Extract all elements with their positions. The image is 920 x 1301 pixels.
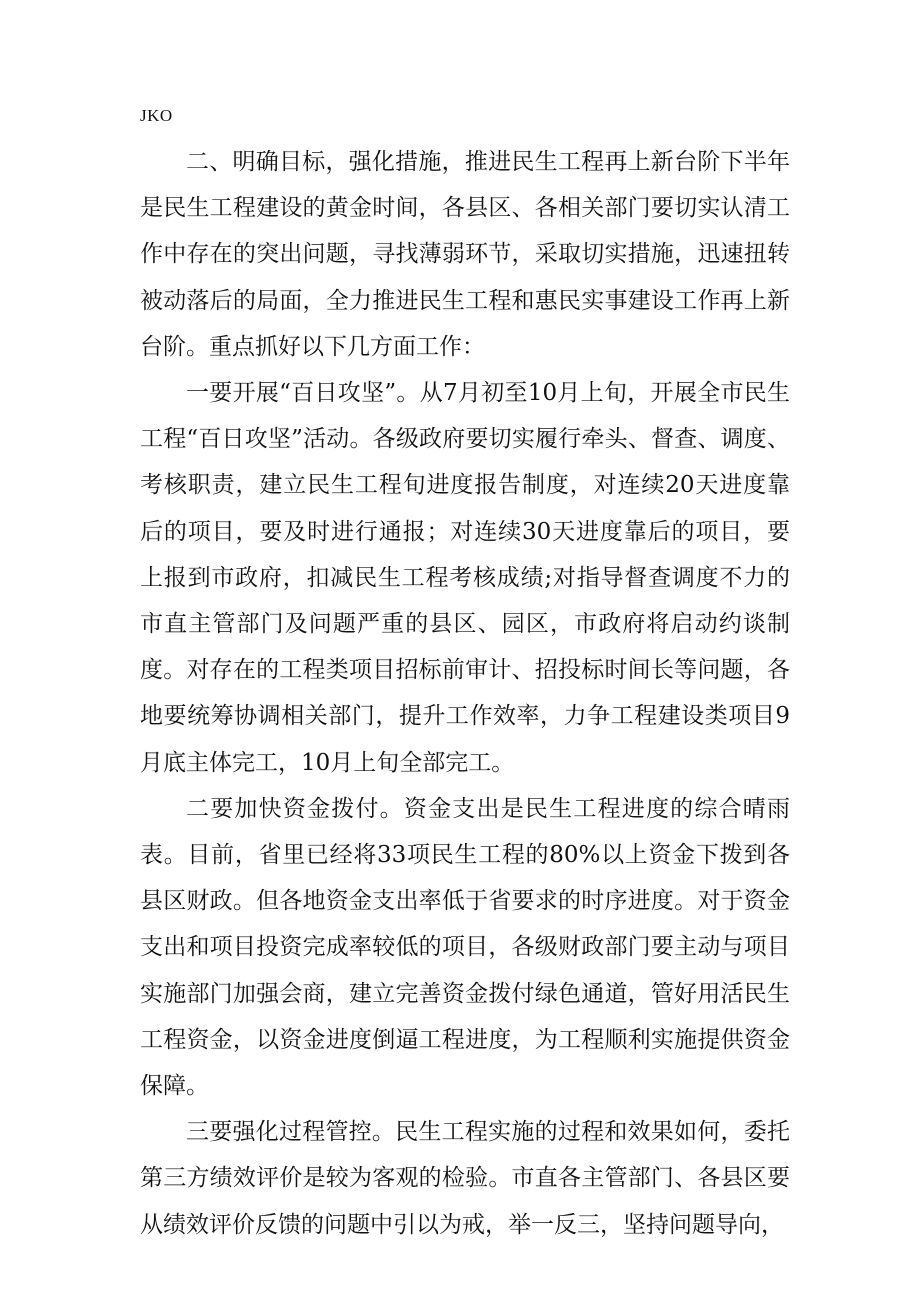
header-mark: JKO [140,106,173,125]
paragraph-process-control: 三要强化过程管控。民生工程实施的过程和效果如何，委托第三方绩效评价是较为客观的检验。市直各主管部门、各县区要从绩效评价反馈的问题中引以为戒，举一反三，坚持问题导向， [140,1119,790,1238]
paragraph-hundred-day-campaign: 一要开展“百日攻坚”。从7月初至10月上旬，开展全市民生工程“百日攻坚”活动。各级政府要切实履行牵头、督查、调度、考核职责，建立民生工程旬进度报告制度，对连续20天进度靠后的项目，要及时进行通报；对连续30天进度靠后的项目，要上报到市政府，扣减民生工程考核成绩;对指导督查调度不力的市直主管部门及问题严重的县区、园区，市政府将启动约谈制度。对存在的工程类项目招标前审计、招投标时间长等问题，各地要统筹协调相关部门，提升工作效率，力争工程建设类项目9月底主体完工，10月上旬全部完工。 [140,380,790,776]
paragraph-goals: 二、明确目标，强化措施，推进民生工程再上新台阶下半年是民生工程建设的黄金时间，各县区、各相关部门要切实认清工作中存在的突出问题，寻找薄弱环节，采取切实措施，迅速扭转被动落后的局面，全力推进民生工程和惠民实事建设工作再上新台阶。重点抓好以下几方面工作： [140,149,790,360]
document-body [140,139,790,1248]
paragraph-funding: 二要加快资金拨付。资金支出是民生工程进度的综合晴雨表。目前，省里已经将33项民生工程的80%以上资金下拨到各县区财政。但各地资金支出率低于省要求的时序进度。对于资金支出和项目投资完成率较低的项目，各级财政部门要主动与项目实施部门加强会商，建立完善资金拨付绿色通道，管好用活民生工程资金，以资金进度倒逼工程进度，为工程顺利实施提供资金保障。 [140,795,790,1100]
